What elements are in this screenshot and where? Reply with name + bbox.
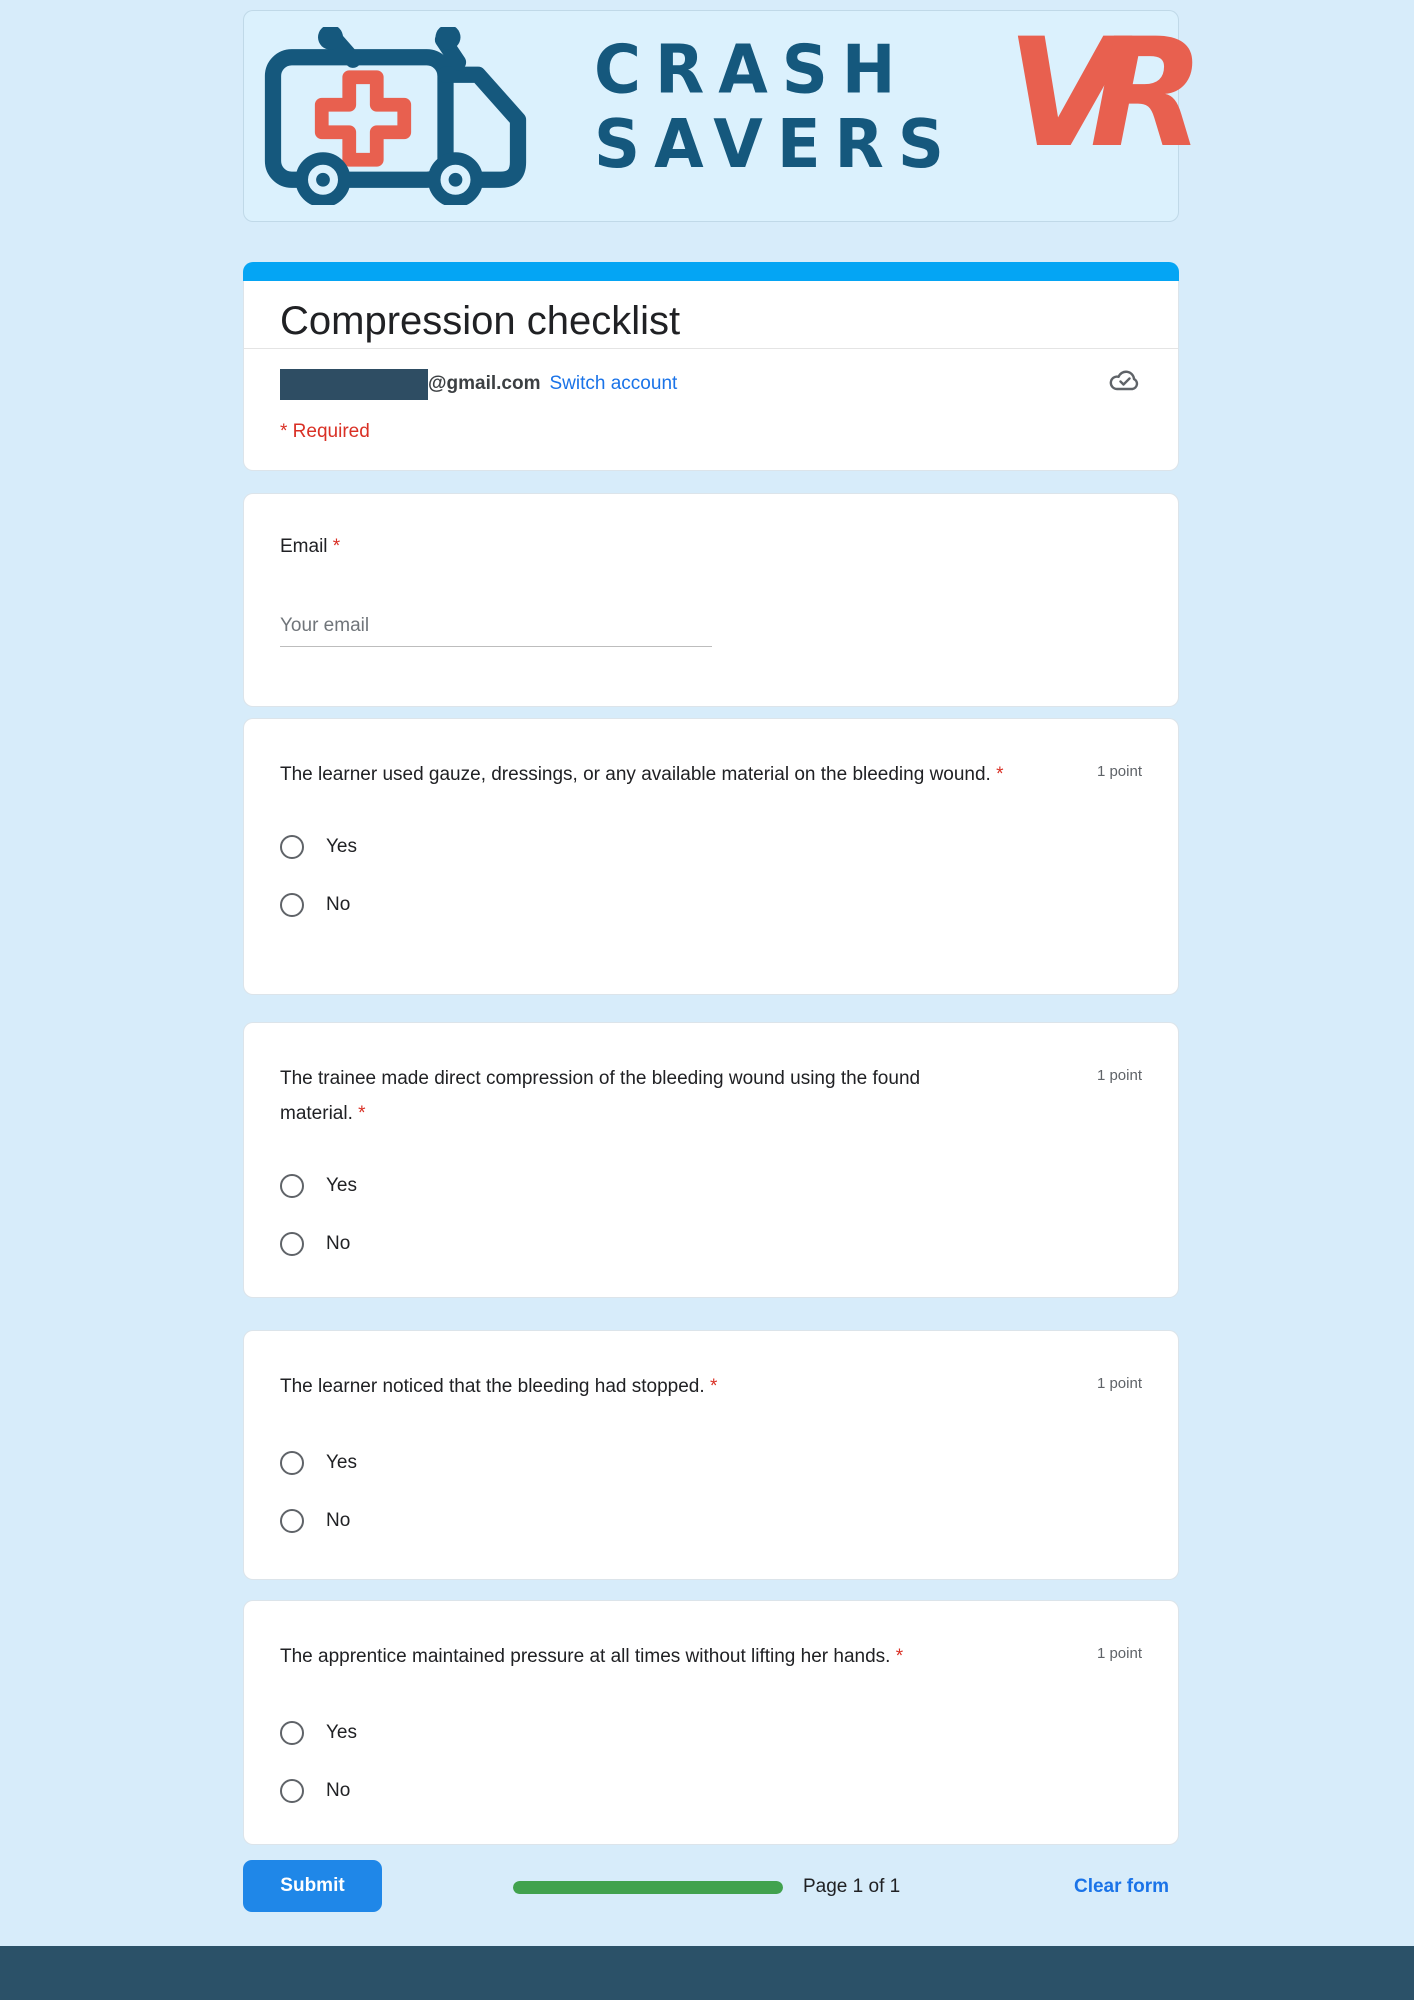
option-no[interactable]: No xyxy=(280,1778,1142,1803)
ambulance-logo-icon xyxy=(258,27,568,205)
points-badge: 1 point xyxy=(1096,1645,1142,1662)
option-no[interactable]: No xyxy=(280,1508,1142,1533)
email-label: Email * xyxy=(280,536,341,557)
vr-logo: VR xyxy=(1006,7,1172,181)
points-badge: 1 point xyxy=(1096,1067,1142,1084)
radio-icon[interactable] xyxy=(280,1509,304,1533)
cloud-check-icon xyxy=(1108,367,1142,393)
banner-card xyxy=(243,7,1179,222)
divider xyxy=(244,348,1178,349)
question-text: The trainee made direct compression of the bleeding wound using the found material. * xyxy=(280,1068,921,1124)
brand-wordmark xyxy=(594,33,958,183)
page-indicator: Page 1 of 1 xyxy=(803,1876,901,1897)
options-list xyxy=(280,1450,1142,1533)
radio-icon[interactable] xyxy=(280,1451,304,1475)
account-email-domain: @gmail.com xyxy=(428,373,541,394)
option-yes[interactable]: Yes xyxy=(280,1450,1142,1475)
form-column xyxy=(243,0,1181,2000)
brand-line-crash: CRASH xyxy=(594,31,910,109)
account-row xyxy=(280,368,677,400)
clear-form-link[interactable]: Clear form xyxy=(1073,1876,1169,1897)
required-asterisk: * xyxy=(332,536,341,557)
radio-icon[interactable] xyxy=(280,1779,304,1803)
points-badge: 1 point xyxy=(1096,1375,1142,1392)
progress-bar-fill xyxy=(513,1881,783,1894)
option-no[interactable]: No xyxy=(280,1231,1142,1256)
option-yes[interactable]: Yes xyxy=(280,1173,1142,1198)
options-list xyxy=(280,834,1142,917)
question-text: The learner noticed that the bleeding had stopped. * xyxy=(280,1376,718,1397)
required-asterisk: * xyxy=(709,1376,718,1397)
question-card-2 xyxy=(243,1022,1179,1298)
question-card-3 xyxy=(243,1330,1179,1580)
option-yes[interactable]: Yes xyxy=(280,1720,1142,1745)
radio-icon[interactable] xyxy=(280,893,304,917)
account-email-redacted xyxy=(280,369,428,400)
required-note: * Required xyxy=(280,421,370,442)
progress-bar xyxy=(513,1881,783,1894)
form-title: Compression checklist xyxy=(280,299,681,343)
email-question-card xyxy=(243,493,1179,707)
bottom-band xyxy=(0,1946,1414,2000)
submit-button[interactable]: Submit xyxy=(243,1860,382,1912)
options-list xyxy=(280,1720,1142,1803)
required-asterisk: * xyxy=(895,1646,904,1667)
options-list xyxy=(280,1173,1142,1256)
radio-icon[interactable] xyxy=(280,835,304,859)
email-input[interactable] xyxy=(280,606,712,647)
question-card-4 xyxy=(243,1600,1179,1845)
points-badge: 1 point xyxy=(1096,763,1142,780)
switch-account-link[interactable]: Switch account xyxy=(549,373,678,394)
form-footer xyxy=(243,1860,1181,1914)
required-asterisk: * xyxy=(358,1103,366,1124)
question-card-1 xyxy=(243,718,1179,995)
question-text: The apprentice maintained pressure at all times without lifting her hands. * xyxy=(280,1646,904,1667)
option-no[interactable]: No xyxy=(280,892,1142,917)
radio-icon[interactable] xyxy=(280,1174,304,1198)
brand-line-savers: SAVERS xyxy=(594,106,958,184)
form-accent-bar xyxy=(243,262,1179,281)
radio-icon[interactable] xyxy=(280,1232,304,1256)
question-text: The learner used gauze, dressings, or any available material on the bleeding wound. * xyxy=(280,764,1004,785)
radio-icon[interactable] xyxy=(280,1721,304,1745)
form-title-card xyxy=(243,262,1179,471)
option-yes[interactable]: Yes xyxy=(280,834,1142,859)
required-asterisk: * xyxy=(996,764,1004,785)
